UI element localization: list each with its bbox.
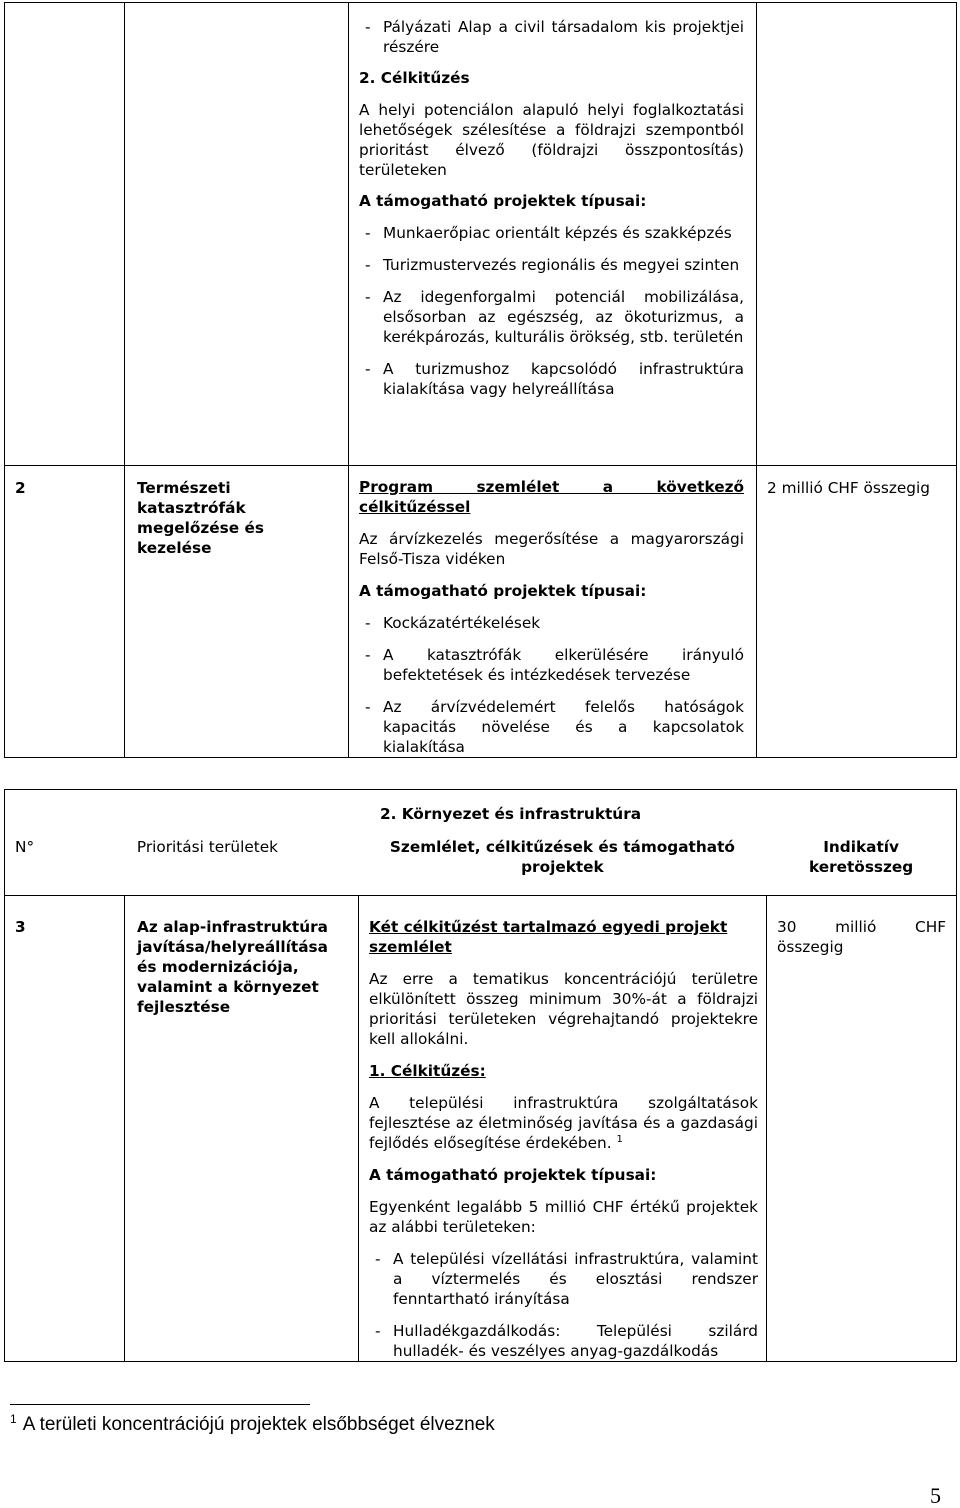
types-heading: A támogatható projektek típusai: xyxy=(369,1166,657,1184)
budget-amount: 30 millió CHF összegig xyxy=(767,896,957,1362)
types-heading: A támogatható projektek típusai: xyxy=(359,192,647,210)
list-item: - Az idegenforgalmi potenciál mobilizálása, elsősorban az egészség, az ökoturizmus, a kerékpározás, kulturális örökség, stb. területén xyxy=(365,288,744,346)
types-heading: A támogatható projektek típusai: xyxy=(359,582,647,600)
approach-title: Két célkitűzést tartalmazó egyedi projekt szemlélet xyxy=(369,918,728,956)
priority-area: Az alap-infrastruktúra javítása/helyreállítása és modernizációja, valamint a környezet fejlesztése xyxy=(125,896,359,1362)
header-block xyxy=(5,790,957,896)
continuation-content-cell xyxy=(349,3,757,466)
list-item: - Az árvízvédelemért felelős hatóságok kapacitás növelése és a kapcsolatok kialakítása xyxy=(365,698,744,756)
header-approach: Szemlélet, célkitűzések és támogatható projektek xyxy=(389,838,735,876)
bottom-table xyxy=(4,789,957,1362)
approach-cell xyxy=(359,896,767,1362)
page-number: 5 xyxy=(930,1483,941,1508)
program-title: Program szemlélet a következő célkitűzéssel xyxy=(359,478,744,516)
row-number: 3 xyxy=(5,896,125,1362)
empty-budget-cell xyxy=(757,3,957,466)
objective-title: 1. Célkitűzés: xyxy=(369,1062,486,1080)
header-row xyxy=(5,790,957,896)
footnote-ref[interactable]: 1 xyxy=(616,1133,623,1145)
row-number: 2 xyxy=(5,466,125,758)
section-title: 2. Környezet és infrastruktúra xyxy=(379,805,642,823)
priority-area: Természeti katasztrófák megelőzése és kezelése xyxy=(125,466,349,758)
list-item: - A települési vízellátási infrastruktúra, valamint a víztermelés és elosztási rendszer fenntartható irányítása xyxy=(375,1250,758,1308)
table-row-continuation xyxy=(5,3,957,466)
table-row-2 xyxy=(5,466,957,758)
types-intro: Egyenként legalább 5 millió CHF értékű projektek az alábbi területeken: xyxy=(369,1198,758,1236)
objective-text: A települési infrastruktúra szolgáltatások fejlesztése az életminőség javítása és a gazdasági fejlődés elősegítése érdekében. $^1$ xyxy=(369,1094,758,1152)
objective-text: A helyi potenciálon alapuló helyi foglalkoztatási lehetőségek szélesítése a földrajzi szempontból prioritást élvező (földrajzi összpontosítás) területeken xyxy=(359,101,744,179)
list-item: - Munkaerőpiac orientált képzés és szakképzés xyxy=(365,224,732,242)
list-item: - Pályázati Alap a civil társadalom kis projektjei részére xyxy=(365,18,744,56)
list-item: - Turizmustervezés regionális és megyei szinten xyxy=(365,256,740,274)
top-table xyxy=(4,2,957,758)
header-area: Prioritási területek xyxy=(136,838,279,856)
header-budget: Indikatív keretösszeg xyxy=(808,838,914,876)
footnote xyxy=(10,1413,495,1437)
budget-amount: 2 millió CHF összegig xyxy=(757,466,957,758)
approach-text: Az erre a tematikus koncentrációjú területre elkülönített összeg minimum 30%-át a földrajzi prioritási területeken végrehajtandó projektekre kell allokálni. xyxy=(369,970,758,1048)
empty-area-cell xyxy=(125,3,349,466)
header-number: N° xyxy=(15,838,35,856)
footnote-number: 1 xyxy=(10,1411,17,1426)
list-item: - Kockázatértékelések xyxy=(365,614,541,632)
footnote-text: A területi koncentrációjú projektek elsőbbséget élveznek xyxy=(22,1414,495,1435)
program-text: Az árvízkezelés megerősítése a magyarországi Felső-Tisza vidéken xyxy=(359,530,744,568)
list-item: - A katasztrófák elkerülésére irányuló befektetések és intézkedések tervezése xyxy=(365,646,744,684)
table-row-3 xyxy=(5,896,957,1362)
list-item: - A turizmushoz kapcsolódó infrastruktúra kialakítása vagy helyreállítása xyxy=(365,360,744,398)
approach-cell xyxy=(349,466,757,758)
empty-number-cell xyxy=(5,3,125,466)
list-item: - Hulladékgazdálkodás: Települési szilárd hulladék- és veszélyes anyag-gazdálkodás xyxy=(375,1322,758,1360)
footnote-rule xyxy=(10,1404,310,1405)
objective-title: 2. Célkitűzés xyxy=(359,69,470,87)
